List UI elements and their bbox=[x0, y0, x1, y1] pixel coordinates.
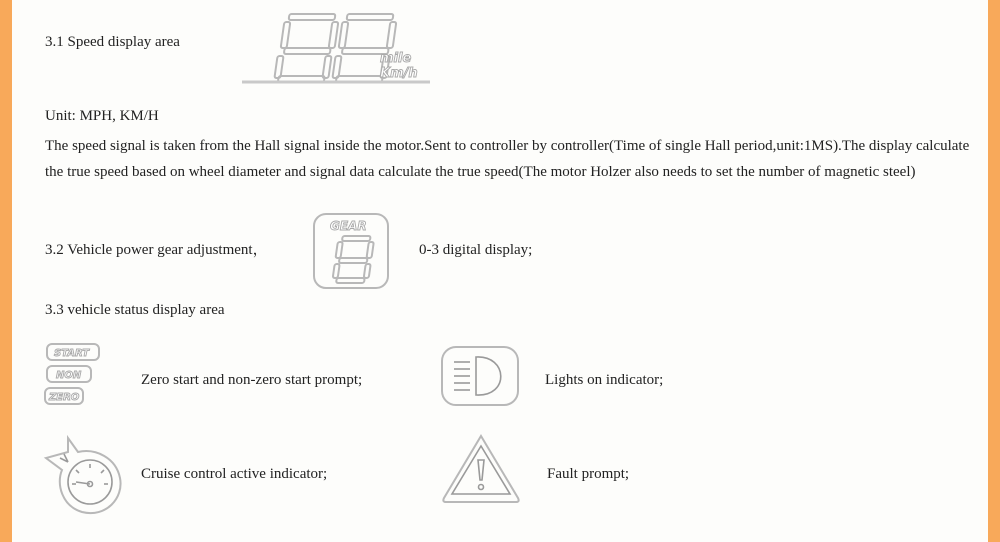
start-badge: START bbox=[54, 348, 90, 359]
fault-warning-icon bbox=[440, 432, 522, 504]
cruise-control-icon bbox=[38, 432, 124, 520]
speed-section-heading: 3.1 Speed display area bbox=[45, 34, 180, 50]
headlight-icon bbox=[440, 345, 522, 407]
document-page bbox=[12, 0, 988, 542]
status-section-heading: 3.3 vehicle status display area bbox=[45, 302, 225, 318]
speed-unit-kmh: Km/h bbox=[380, 66, 418, 81]
gear-note: 0-3 digital display; bbox=[419, 242, 533, 258]
status-label-fault: Fault prompt; bbox=[547, 466, 630, 482]
status-label-zero-start: Zero start and non-zero start prompt; bbox=[141, 372, 363, 388]
speed-unit-line: Unit: MPH, KM/H bbox=[45, 108, 159, 124]
gear-icon-label: GEAR bbox=[330, 219, 367, 233]
status-label-lights: Lights on indicator; bbox=[545, 372, 664, 388]
speed-description: The speed signal is taken from the Hall signal inside the motor.Sent to controller by controller(Time of single Hall period,unit:1MS).The display calculate the true speed based on wheel diameter and signal data calculate the true speed(The motor Holzer also needs to set the number of magnetic steel) bbox=[45, 138, 970, 180]
gear-section-heading: 3.2 Vehicle power gear adjustment， bbox=[45, 242, 268, 258]
non-badge: NON bbox=[56, 370, 82, 381]
status-label-cruise: Cruise control active indicator; bbox=[141, 466, 328, 482]
speed-unit-mile: mile bbox=[380, 51, 412, 66]
zero-start-icon bbox=[44, 342, 104, 406]
speed-digits-icon bbox=[230, 10, 430, 90]
gear-display-icon bbox=[312, 212, 392, 290]
zero-badge: ZERO bbox=[49, 392, 80, 403]
